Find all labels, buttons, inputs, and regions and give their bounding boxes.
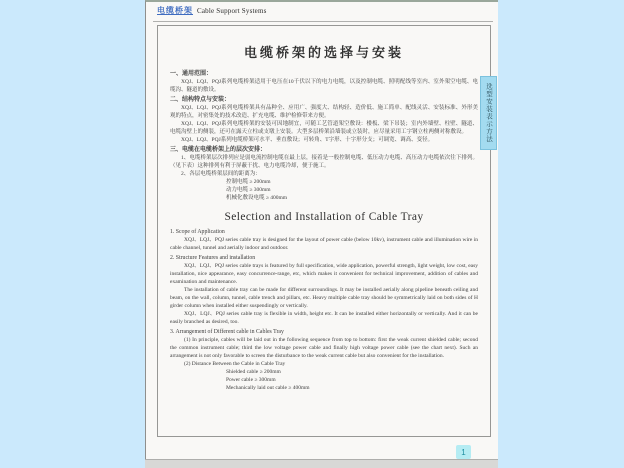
header-title-zh: 电缆桥架 [157, 6, 193, 15]
paragraph: XQJ、LQJ、PQJ系列电缆桥架具有品种全、应用广、强度大、结构轻、造价低、施工简单、配线灵活、安装标准、外形美观的特点，对密集处的技术改造、扩充电缆、维护检修带来方便。 [170, 105, 478, 119]
english-section [170, 228, 478, 392]
paragraph: 2. Structure Features and installation [170, 255, 256, 261]
paragraph: 1、电缆桥架层次排列应是弱电流控制电缆在最上层，接着是一般控制电缆、低压动力电缆、高压动力电缆依次往下排列。（见下表）这种排列有利于屏蔽干扰、电力电缆冷却，便于施工。 [170, 155, 478, 169]
paragraph: 2、各层电缆桥架层间的距离为： [181, 171, 261, 177]
paragraph: (2) Distance Between the Cable in Cable Tray [184, 361, 286, 367]
paragraph: Power cable ≥ 300mm [226, 377, 276, 383]
page-bottom-edge [145, 459, 498, 468]
paragraph: 三、电缆在电缆桥架上的层次安排： [170, 147, 267, 153]
paragraph: XQJ、LQJ、PQJ series cable tray is designed for the layout of power cable (below 10kv), instrument cable and illumination wire in cable channel, tunnel and aerially indoor and outdoor. [170, 237, 478, 251]
paragraph: XQJ、LQJ、PQJ系列电缆桥架可水平、垂直敷设；可转角、T字形、十字形分支；可调宽、调高、变径。 [181, 137, 434, 143]
paragraph: XQJ、LQJ、PQJ series cable trays is featured by full specification, wide application, powerful strength, light weight, low cost, easy installation, nice appearance, easy concurrence-range, etc, which makes it convenient for technical improvement, addition of cables and examination and maintenance. [170, 263, 478, 285]
document-title-zh: 电缆桥架的选择与安装 [243, 45, 404, 60]
paragraph: (1) In principle, cables will be laid out in the following sequence from top to bottom: first the weak current shielded cable; second the common instrument cable; third the low voltage power cable and finally high voltage power cable (see the chart next). Such an arrangement is not only favorable to screen the disturbance to the weak current cable but also convenient for the installation. [170, 337, 478, 359]
chinese-section [170, 70, 478, 202]
paragraph: 机械化敷设电缆 ≥ 400mm [226, 195, 288, 201]
paragraph: 二、结构特点与安装： [170, 97, 231, 103]
paragraph: 3. Arrangement of Different cable in Cables Tray [170, 329, 284, 335]
paragraph: 动力电缆 ≥ 300mm [226, 187, 271, 193]
paragraph: Mechanically laid out cable ≥ 400mm [226, 385, 310, 391]
page-number-badge: 1 [456, 445, 471, 459]
paragraph: 控制电缆 ≥ 200mm [226, 179, 271, 185]
content-box [157, 25, 491, 437]
document-title-en: Selection and Installation of Cable Tray [224, 211, 424, 223]
paragraph: XQJ、LQJ、PQJ series cable tray is flexible in width, height etc. It can be installed either horizontally or vertically. And it can be easily branched as desired, too. [170, 311, 478, 325]
paragraph: 一、通用范围： [170, 71, 213, 77]
paragraph: Shielded cable ≥ 200mm [226, 369, 281, 375]
catalog-page [145, 0, 498, 460]
header-title-en: Cable Support Systems [197, 7, 267, 15]
header-rule [153, 21, 493, 22]
page-header [157, 5, 493, 17]
section-index-tab [480, 76, 497, 150]
paragraph: 1. Scope of Application [170, 229, 225, 235]
section-index-tab-label: 选型安装表示方法 [485, 83, 492, 143]
paragraph: XQJ、LQJ、PQJ系列电缆桥架的安装可因地制宜，可随工艺管道架空敷设：楼板、梁下吊装；室内外墙壁、柱壁、隧道、电缆沟壁上的侧装，还可在露天立柱或支墩上安装。大型多层桥架沿墙装或立装时，应尽量采用工字钢立柱两侧对称敷设。 [170, 121, 478, 135]
paragraph: The installation of cable tray can be made for different surroundings. It may be installed aerially along pipeline beneath ceiling and beam, on the wall, column, tunnel, cable trench and pillars, etc. Heavy multiple cable tray should be symmetrically laid on both sides of H girder column when installed either suspendingly or vertically. [170, 287, 478, 309]
paragraph: XQJ、LQJ、PQJ系列电缆桥架适用于电压在10千伏以下的电力电缆，以及控制电缆、照明配线等室内、室外架空电缆、电缆沟、隧道的敷设。 [170, 79, 478, 93]
